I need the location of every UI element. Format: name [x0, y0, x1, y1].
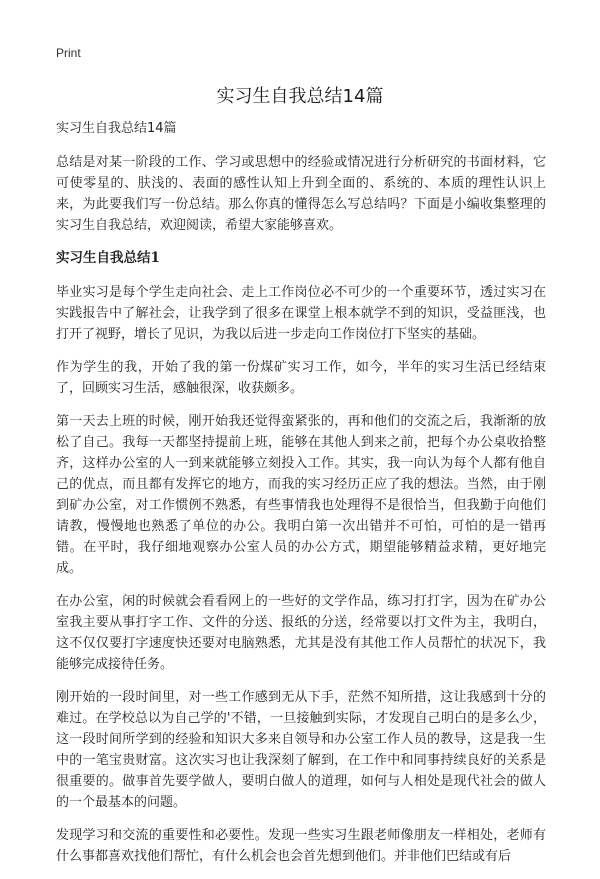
- body-paragraph: 作为学生的我，开始了我的第一份煤矿实习工作，如今，半年的实习生活已经结束了，回顾实习生活，感触很深，收获颇多。: [56, 360, 546, 396]
- intro-paragraph: 总结是对某一阶段的工作、学习或思想中的经验或情况进行分析研究的书面材料，它可使零星的、肤浅的、表面的感性认知上升到全面的、系统的、本质的理性认识上来，为此要我们写一份总结。那么你真的懂得怎么写总结吗？下面是小编收集整理的实习生自我总结，欢迎阅读，希望大家能够喜欢。: [56, 155, 546, 233]
- article-body: [56, 118, 546, 879]
- body-paragraph: 发现学习和交流的重要性和必要性。发现一些实习生跟老师像朋友一样相处，老师有什么事都喜欢找他们帮忙，有什么机会也会首先想到他们。并非他们巴结或有后: [56, 828, 546, 864]
- print-link[interactable]: Print: [56, 46, 81, 60]
- body-paragraph: 第一天去上班的时候，刚开始我还觉得蛮紧张的，再和他们的交流之后，我渐渐的放松了自己。我每一天都坚持提前上班，能够在其他人到来之前，把每个办公桌收拾整齐，这样办公室的人一到来就能够立刻投入工作。其实，我一向认为每个人都有他自己的优点，而且都有发挥它的地方，而我的实习经历正应了我的想法。当然，由于刚到矿办公室，对工作惯例不熟悉，有些事情我也处理得不是很恰当，但我勤于向他们请教，慢慢地也熟悉了单位的办公。我明白第一次出错并不可怕，可怕的是一错再错。在平时，我仔细地观察办公室人员的办公方式，期望能够精益求精，更好地完成。: [56, 414, 546, 576]
- body-paragraph: 刚开始的一段时间里，对一些工作感到无从下手，茫然不知所措，这让我感到十分的难过。在学校总以为自己学的'不错，一旦接触到实际，才发现自己明白的是多么少，这一段时间所学到的经验和知识大多来自领导和办公室工作人员的教导，这是我一生中的一笔宝贵财富。这次实习也让我深刻了解到，在工作中和同事持续良好的关系是很重要的。做事首先要学做人，要明白做人的道理，如何与人相处是现代社会的做人的一个最基本的问题。: [56, 690, 546, 810]
- section-heading: 实习生自我总结1: [56, 250, 160, 266]
- subtitle: 实习生自我总结14篇: [56, 121, 177, 136]
- page-title: 实习生自我总结14篇: [216, 86, 384, 107]
- body-paragraph: 毕业实习是每个学生走向社会、走上工作岗位必不可少的一个重要环节，透过实习在实践报告中了解社会，让我学到了很多在课堂上根本就学不到的知识，受益匪浅，也打开了视野，增长了见识，为我以后进一步走向工作岗位打下坚实的基础。: [56, 285, 546, 342]
- body-paragraph: 在办公室，闲的时候就会看看网上的一些好的文学作品，练习打打字，因为在矿办公室我主要从事打字工作、文件的分送、报纸的分送，经常要以打文件为主，我明白，这不仅仅要打字速度快还要对电脑熟悉，尤其是没有其他工作人员帮忙的状况下，我能够完成接待任务。: [56, 594, 546, 672]
